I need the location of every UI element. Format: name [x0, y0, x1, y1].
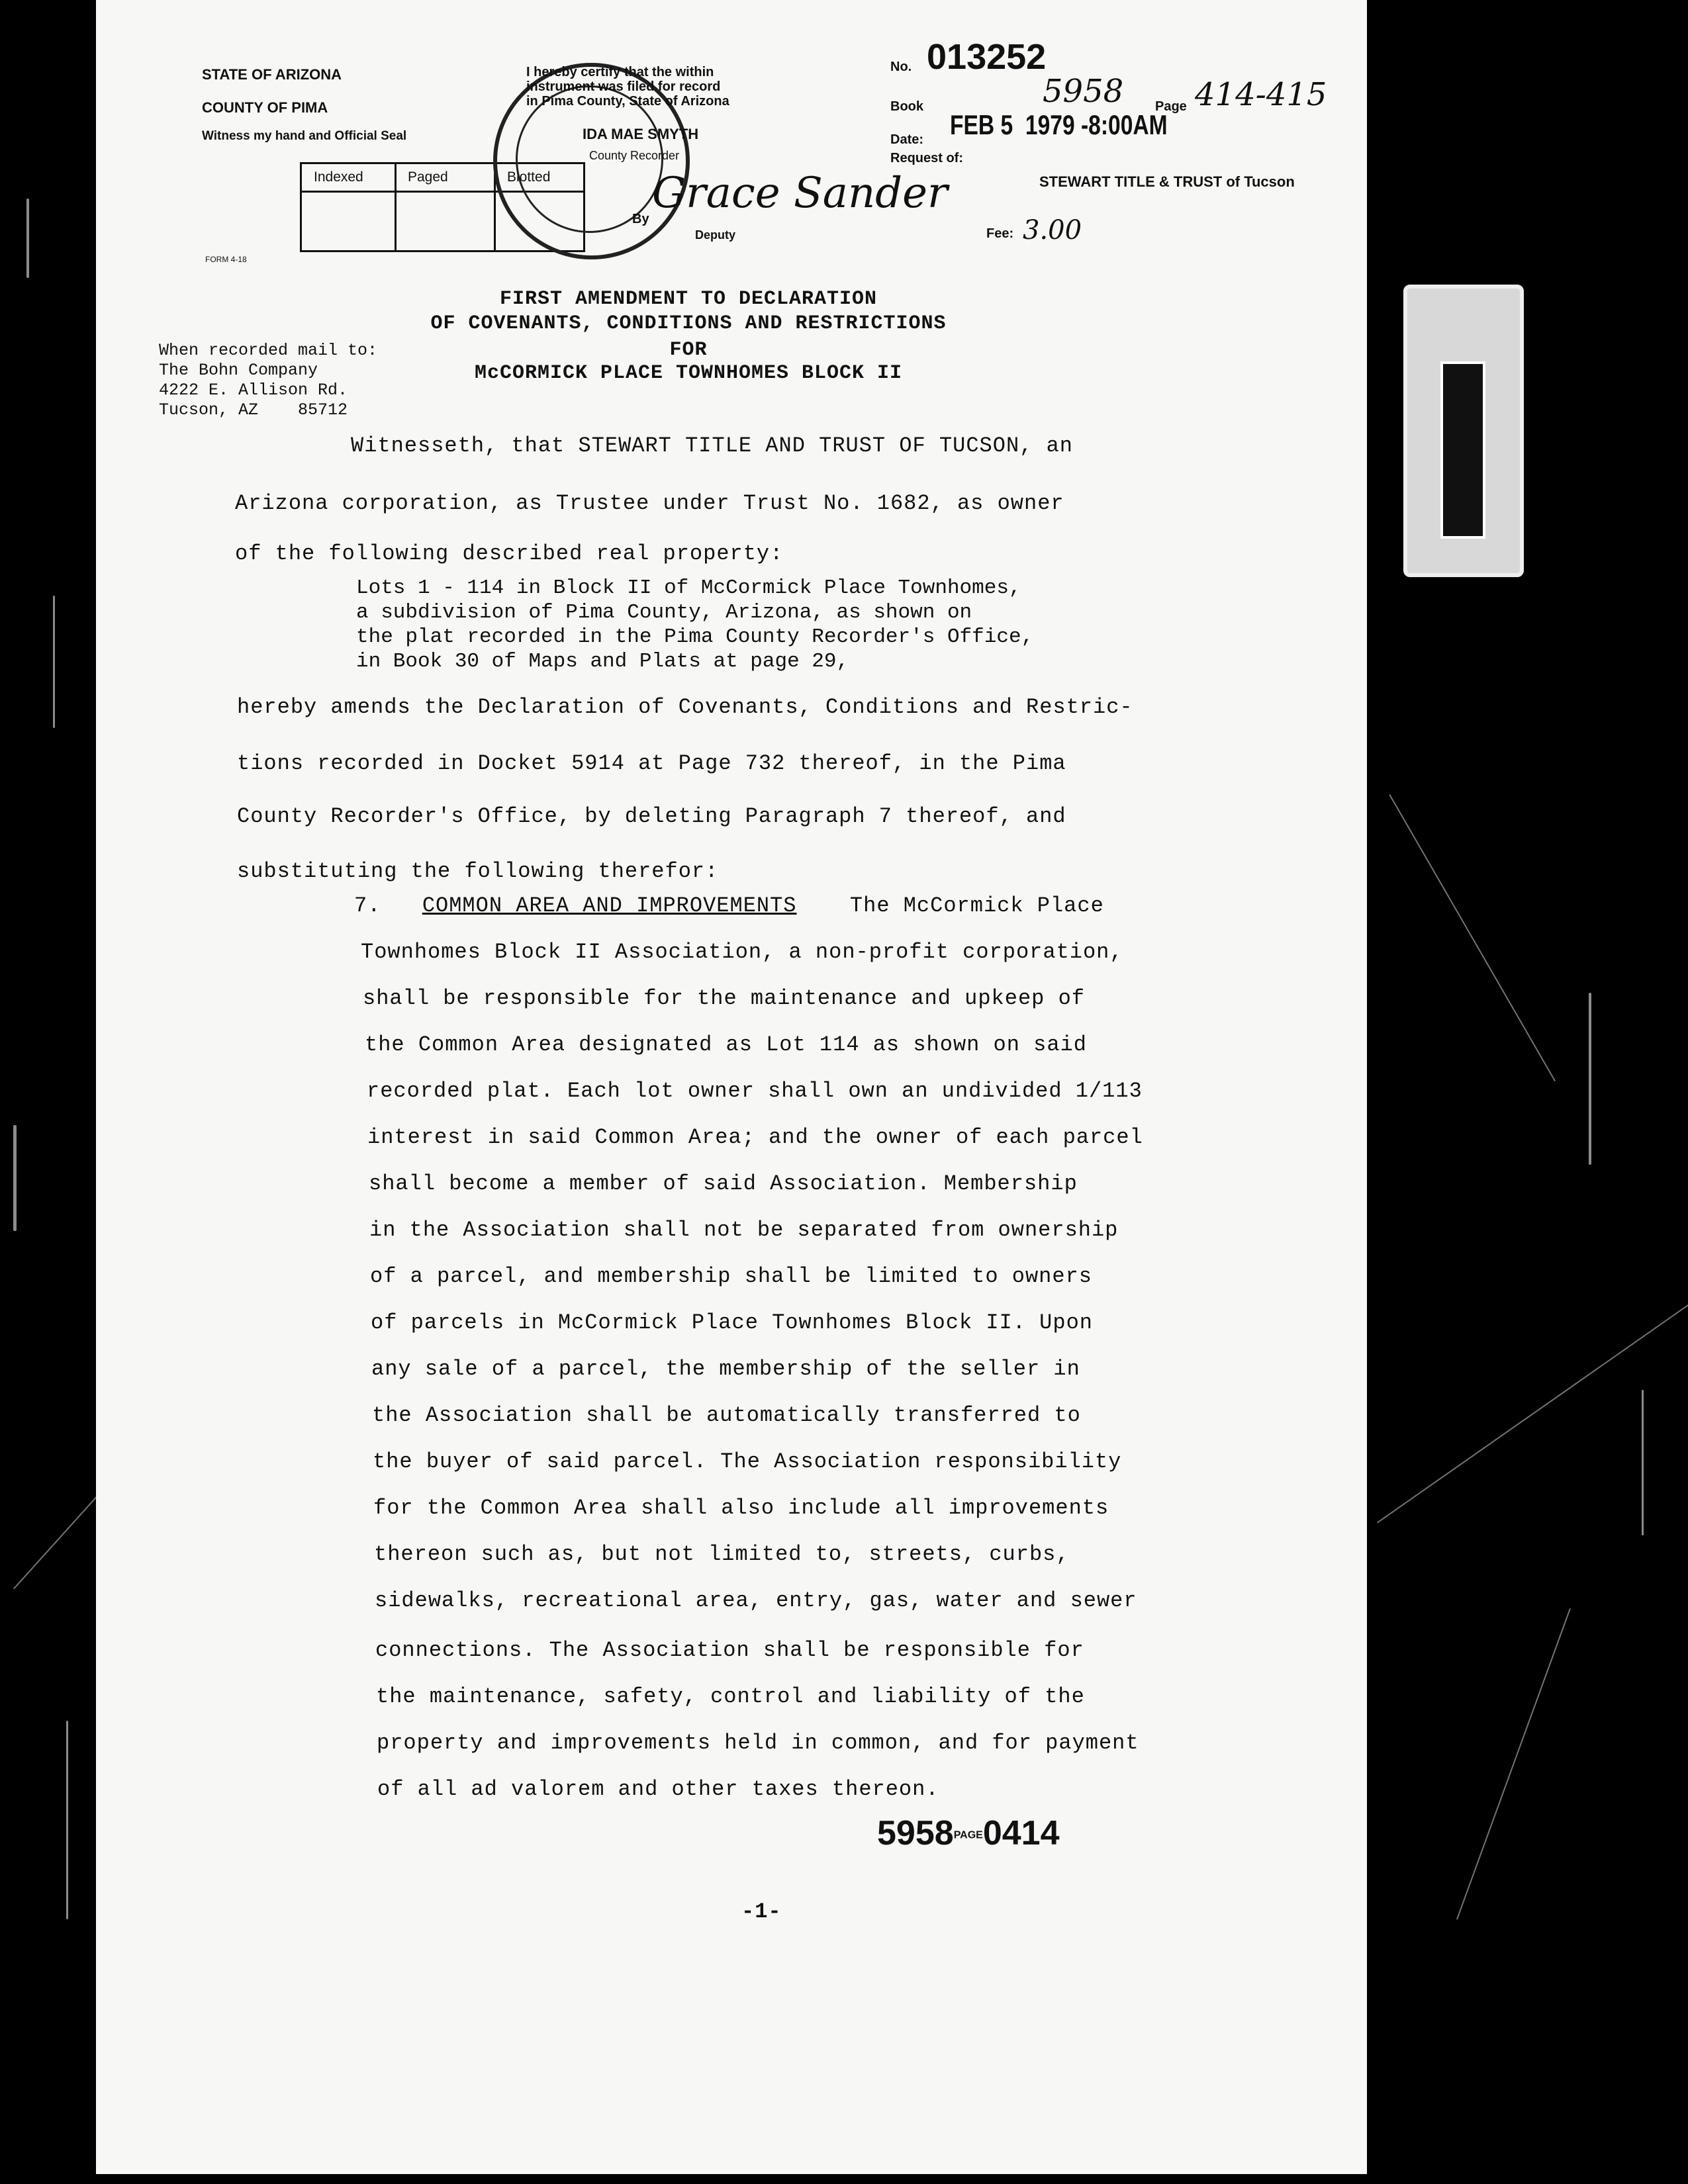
page-value: 414-415 [1195, 76, 1327, 113]
legal-line: in Book 30 of Maps and Plats at page 29, [356, 650, 849, 673]
recorder-name: IDA MAE SMYTH [583, 126, 699, 142]
title-line-2: OF COVENANTS, CONDITIONS AND RESTRICTIONS [430, 312, 947, 335]
section-heading: COMMON AREA AND IMPROVEMENTS [422, 893, 797, 918]
mail-to-block [159, 341, 377, 420]
body-line: of the following described real property: [235, 541, 784, 566]
mail-to-line: Tucson, AZ 85712 [159, 400, 348, 420]
amend-line: hereby amends the Declaration of Covenants, Conditions and Restric- [237, 695, 1133, 719]
stamp-witness-line: Witness my hand and Official Seal [202, 129, 407, 143]
title-line-4: McCORMICK PLACE TOWNHOMES BLOCK II [474, 362, 903, 385]
section-line: property and improvements held in common, and for payment [377, 1731, 1139, 1755]
section-line: sidewalks, recreational area, entry, gas, water and sewer [375, 1588, 1137, 1613]
request-value: STEWART TITLE & TRUST of Tucson [1039, 173, 1295, 190]
deputy-label: Deputy [695, 228, 736, 242]
section-line: of all ad valorem and other taxes thereon. [377, 1777, 939, 1801]
date-value: FEB 5 1979 -8:00AM [950, 109, 1168, 140]
amend-line: County Recorder's Office, by deleting Paragraph 7 thereof, and [237, 804, 1066, 829]
section-line: connections. The Association shall be responsible for [375, 1638, 1084, 1662]
body-line: Witnesseth, that STEWART TITLE AND TRUST OF TUCSON, an [351, 433, 1073, 458]
section-line: Townhomes Block II Association, a non-profit corporation, [361, 940, 1123, 964]
title-line-3: FOR [669, 339, 708, 361]
section-line: any sale of a parcel, the membership of the seller in [371, 1357, 1080, 1381]
certify-line-1: I hereby certify that the within [526, 65, 714, 79]
docket-stamp-book: 5958 [877, 1814, 954, 1852]
section-first-line-rest: The McCormick Place [849, 893, 1104, 918]
section-line: in the Association shall not be separated from ownership [369, 1218, 1119, 1242]
book-value: 5958 [1043, 73, 1124, 110]
no-label: No. [890, 60, 912, 74]
instrument-number: 013252 [927, 37, 1047, 77]
section-line: the maintenance, safety, control and liability of the [376, 1684, 1085, 1709]
index-indexed-label: Indexed [314, 169, 363, 185]
title-line-1: FIRST AMENDMENT TO DECLARATION [499, 288, 878, 310]
legal-line: a subdivision of Pima County, Arizona, as shown on [356, 601, 972, 624]
amend-line: substituting the following therefor: [237, 859, 719, 884]
stamp-state-line: STATE OF ARIZONA [202, 66, 342, 83]
section-line: shall be responsible for the maintenance and upkeep of [363, 986, 1085, 1011]
section-line: the buyer of said parcel. The Association responsibility [373, 1449, 1122, 1474]
section-number: 7. [354, 893, 381, 918]
section-line: shall become a member of said Association. Membership [369, 1171, 1078, 1196]
fee-value: 3.00 [1023, 215, 1082, 246]
docket-stamp-page-label: PAGE [953, 1829, 983, 1841]
margin-artifact [1403, 285, 1524, 577]
docket-page-stamp [877, 1813, 1060, 1853]
mail-to-line: The Bohn Company [159, 361, 318, 380]
section-line: interest in said Common Area; and the owner of each parcel [367, 1125, 1143, 1150]
legal-line: the plat recorded in the Pima County Recorder's Office, [356, 625, 1034, 649]
legal-line: Lots 1 - 114 in Block II of McCormick Place Townhomes, [356, 576, 1021, 600]
deputy-signature: Grace Sander [652, 169, 948, 218]
section-line: of a parcel, and membership shall be limited to owners [370, 1264, 1092, 1289]
certify-line-2: instrument was filed for record [526, 79, 721, 94]
section-line: thereon such as, but not limited to, streets, curbs, [374, 1542, 1070, 1567]
section-line: of parcels in McCormick Place Townhomes Block II. Upon [371, 1310, 1093, 1335]
page-number: -1- [741, 1899, 782, 1924]
fee-label: Fee: [986, 226, 1014, 241]
section-line: for the Common Area shall also include all improvements [373, 1496, 1109, 1520]
section-line: recorded plat. Each lot owner shall own an undivided 1/113 [367, 1079, 1143, 1103]
form-code: FORM 4-18 [205, 255, 247, 264]
mail-to-line: When recorded mail to: [159, 341, 378, 360]
body-line: Arizona corporation, as Trustee under Trust No. 1682, as owner [235, 491, 1064, 516]
book-label: Book [890, 99, 923, 114]
section-line: the Association shall be automatically transferred to [372, 1403, 1081, 1428]
section-heading-line [354, 893, 1104, 918]
certify-line-3: in Pima County, State of Arizona [526, 94, 729, 109]
legal-description [356, 576, 1033, 674]
index-blotted-label: Blotted [507, 169, 551, 185]
amend-line: tions recorded in Docket 5914 at Page 732 thereof, in the Pima [237, 751, 1066, 776]
mail-to-line: 4222 E. Allison Rd. [159, 381, 348, 400]
request-label: Request of: [890, 151, 963, 165]
page-label: Page [1155, 99, 1187, 114]
document-page [96, 0, 1367, 2174]
docket-stamp-page: 0414 [982, 1814, 1060, 1852]
stamp-county-line: COUNTY OF PIMA [202, 99, 328, 116]
certify-block [526, 65, 729, 109]
recorder-title: County Recorder [589, 149, 680, 162]
section-line: the Common Area designated as Lot 114 as shown on said [365, 1032, 1087, 1057]
date-label: Date: [890, 132, 924, 147]
by-label: By [632, 212, 649, 226]
index-paged-label: Paged [408, 169, 448, 185]
